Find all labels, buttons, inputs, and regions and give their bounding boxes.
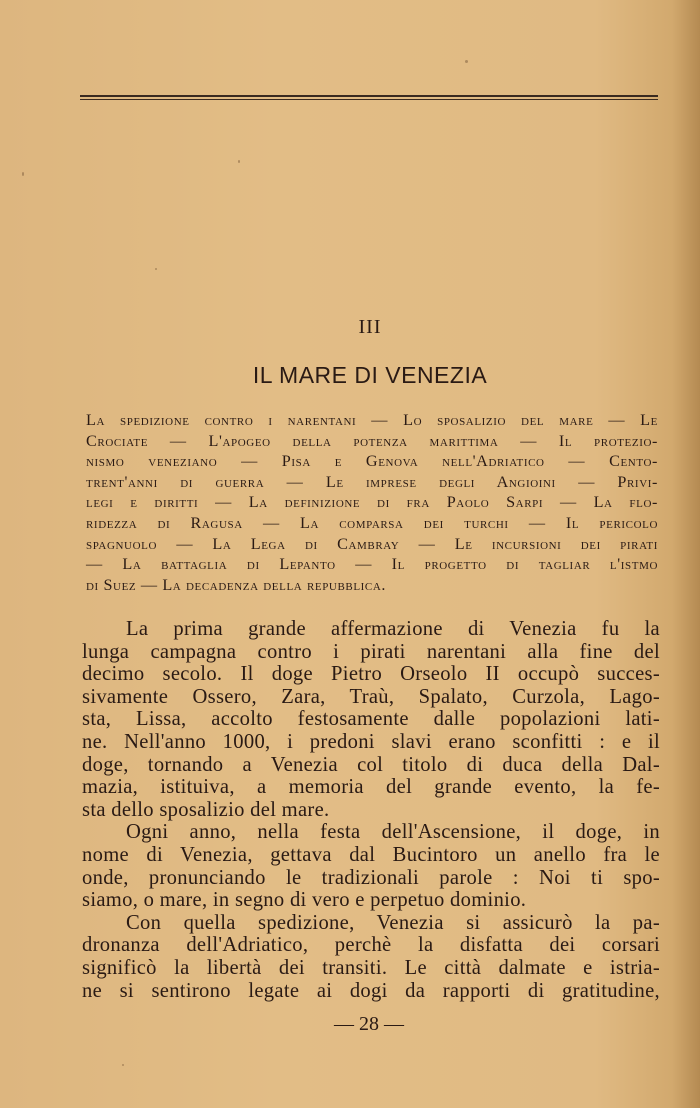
summary-line: La spedizione contro i narentani — Lo sposalizio del mare — Le <box>86 411 658 429</box>
body-line: lunga campagna contro i pirati narentani alla fine del <box>82 640 660 663</box>
body-line: onde, pronunciando le tradizionali parole : Noi ti spo- <box>82 866 660 889</box>
chapter-number: III <box>358 316 382 338</box>
body-line: sivamente Ossero, Zara, Traù, Spalato, Curzola, Lago- <box>82 685 660 708</box>
page-number: — 28 — <box>334 1013 404 1035</box>
body-line: ne. Nell'anno 1000, i predoni slavi erano sconfitti : e il <box>82 730 660 753</box>
body-line: La prima grande affermazione di Venezia fu la <box>126 618 660 640</box>
body-line: Con quella spedizione, Venezia si assicurò la pa- <box>126 911 660 934</box>
body-line: ne si sentirono legate ai dogi da rapporti di gratitudine, <box>82 979 660 1002</box>
chapter-title: IL MARE DI VENEZIA <box>252 362 488 388</box>
body-text <box>82 618 660 1002</box>
summary-line: ridezza di Ragusa — La comparsa dei turchi — Il pericolo <box>86 513 658 532</box>
body-line: dronanza dell'Adriatico, perchè la disfatta dei corsari <box>82 934 660 957</box>
body-line: nome di Venezia, gettava dal Bucintoro un anello fra le <box>82 843 660 866</box>
top-rule-1 <box>80 95 658 97</box>
top-rule-2 <box>80 99 658 100</box>
summary-line: Crociate — L'apogeo della potenza marittima — Il protezio- <box>86 431 658 450</box>
body-line: doge, tornando a Venezia col titolo di duca della Dal- <box>82 753 660 776</box>
body-line: sta dello sposalizio del mare. <box>82 798 330 821</box>
body-line: Ogni anno, nella festa dell'Ascensione, il doge, in <box>126 821 660 844</box>
summary-line: spagnuolo — La Lega di Cambray — Le incursioni dei pirati <box>86 534 658 553</box>
body-line: mazia, istituiva, a memoria del grande evento, la fe- <box>82 776 660 799</box>
body-line: sta, Lissa, accolto festosamente dalle popolazioni lati- <box>82 708 660 731</box>
summary-line: trent'anni di guerra — Le imprese degli Angioini — Privi- <box>86 472 658 491</box>
summary-line: nismo veneziano — Pisa e Genova nell'Adriatico — Cento- <box>86 452 658 471</box>
summary-line: — La battaglia di Lepanto — Il progetto di tagliar l'istmo <box>86 555 658 574</box>
summary-line: legi e diritti — La definizione di fra Paolo Sarpi — La flo- <box>86 493 658 512</box>
chapter-summary <box>86 410 658 595</box>
body-line: decimo secolo. Il doge Pietro Orseolo II occupò succes- <box>82 663 660 686</box>
body-line: significò la libertà dei transiti. Le città dalmate e istria- <box>82 956 660 979</box>
summary-line: di Suez — La decadenza della repubblica. <box>86 575 387 594</box>
body-line: siamo, o mare, in segno di vero e perpetuo dominio. <box>82 889 527 912</box>
